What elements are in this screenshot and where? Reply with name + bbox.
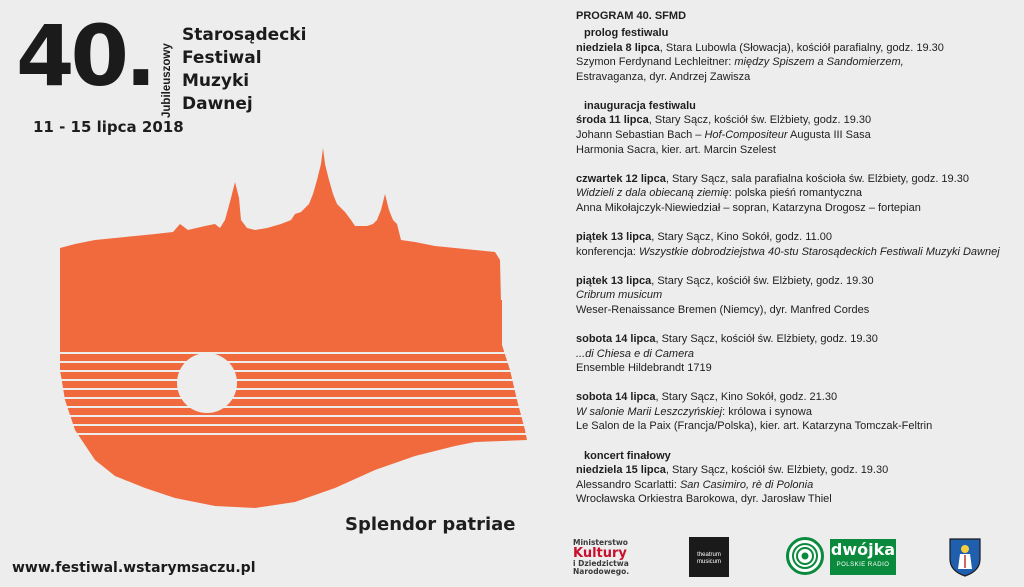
event-place: , Stary Sącz, Kino Sokół, godz. 11.00 <box>651 231 833 244</box>
event-work: San Casimiro, rè di Polonia <box>679 478 814 491</box>
theatrum-logo-line: theatrum <box>697 552 721 558</box>
dwojka-radio-logo <box>786 537 896 577</box>
event-date-line <box>576 274 1020 289</box>
event-place: , Stary Sącz, kościół św. Elżbiety, godz. 19.30 <box>655 333 878 345</box>
event-work: między Spiszem a Sandomierzem, <box>734 56 904 69</box>
silhouette-shape <box>60 148 527 508</box>
event-performers: Estravaganza, dyr. Andrzej Zawisza <box>576 70 751 83</box>
event-date: sobota 14 lipca <box>576 391 656 404</box>
program-event <box>576 449 1020 507</box>
event-label: prolog festiwalu <box>584 27 669 39</box>
event-date: sobota 14 lipca <box>576 333 656 345</box>
festival-number: 40. <box>16 7 153 105</box>
event-date: piątek 13 lipca <box>576 231 652 244</box>
sponsor-logos <box>570 537 1020 582</box>
program-event <box>576 390 1020 434</box>
event-repertoire <box>576 478 1020 493</box>
event-place: , Stary Sącz, sala parafialna kościoła św. Elżbiety, godz. 19.30 <box>665 172 969 185</box>
event-date-line <box>576 172 1020 187</box>
event-place: , Stary Sącz, kościół św. Elżbiety, godz. 19.30 <box>651 274 874 287</box>
event-repertoire <box>576 55 1020 70</box>
event-date-line <box>576 113 1020 128</box>
website-link[interactable]: www.festiwal.wstarymsaczu.pl <box>12 560 256 576</box>
event-label: inauguracja festiwalu <box>584 99 696 112</box>
event-work: Widzieli z dala obiecaną ziemię <box>576 187 729 200</box>
ministry-logo-line: Kultury <box>573 545 627 561</box>
event-place: , Stara Lubowla (Słowacja), kościół parafialny, godz. 19.30 <box>659 41 944 54</box>
event-date-line <box>576 332 1020 347</box>
program-event <box>576 230 1020 259</box>
event-performers: Weser-Renaissance Bremen (Niemcy), dyr. Manfred Cordes <box>576 303 870 316</box>
event-repertoire <box>576 186 1020 201</box>
event-repertoire <box>576 128 1020 143</box>
event-date: czwartek 12 lipca <box>576 172 666 185</box>
event-date: niedziela 15 lipca <box>576 464 666 477</box>
program-event <box>576 172 1020 216</box>
event-place: , Stary Sącz, Kino Sokół, godz. 21.30 <box>655 391 838 404</box>
event-work-suffix: : królowa i synowa <box>722 405 812 418</box>
event-composer: Johann Sebastian Bach – <box>576 129 705 142</box>
program-event <box>576 274 1020 318</box>
event-repertoire <box>576 405 1020 420</box>
theatrum-musicum-logo <box>689 537 729 577</box>
event-work-suffix: Augusta III Sasa <box>787 129 871 142</box>
festival-name-line: Festiwal <box>182 48 262 68</box>
event-performers: Harmonia Sacra, kier. art. Marcin Szelest <box>576 143 776 156</box>
program-event <box>576 26 1020 84</box>
event-date: niedziela 8 lipca <box>576 41 660 54</box>
event-work: Cribrum musicum <box>576 289 663 302</box>
jubilee-label: Jubileuszowy <box>161 43 173 118</box>
ministry-logo-line: i Dziedzictwa <box>573 558 629 568</box>
sun-circle <box>177 353 237 413</box>
festival-name-line: Starosądecki <box>182 25 307 45</box>
event-place: , Stary Sącz, kościół św. Elżbiety, godz. 19.30 <box>648 114 872 127</box>
ministry-logo <box>573 539 629 577</box>
ministry-logo-line: Ministerstwo <box>573 538 628 547</box>
event-date-line <box>576 230 1020 245</box>
program-list <box>576 6 1020 521</box>
event-label: koncert finałowy <box>584 449 671 462</box>
town-silhouette-illustration <box>55 140 535 520</box>
dwojka-badge <box>830 539 896 575</box>
event-performers: Le Salon de la Paix (Francja/Polska), kier. art. Katarzyna Tomczak-Feltrin <box>576 420 933 433</box>
festival-motto: Splendor patriae <box>345 514 516 535</box>
event-work: Hof-Compositeur <box>704 129 788 142</box>
event-date-line <box>576 41 1020 56</box>
radio-waves-icon <box>786 537 824 575</box>
theatrum-logo-line: musicum <box>696 559 721 565</box>
event-repertoire <box>576 245 1020 260</box>
program-event <box>576 332 1020 376</box>
festival-dates: 11 - 15 lipca 2018 <box>33 118 184 136</box>
event-type: konferencja: <box>576 245 639 258</box>
coat-of-arms-icon <box>948 537 982 577</box>
event-work: W salonie Marii Leszczyńskiej <box>576 405 723 418</box>
event-composer: Alessandro Scarlatti: <box>576 478 680 491</box>
program-event <box>576 99 1020 157</box>
festival-name-line: Muzyki <box>182 71 250 91</box>
event-performers: Ensemble Hildebrandt 1719 <box>576 362 712 375</box>
program-title: PROGRAM 40. SFMD <box>576 10 687 22</box>
event-date: piątek 13 lipca <box>576 274 652 287</box>
event-place: , Stary Sącz, kościół św. Elżbiety, godz. 19.30 <box>665 464 889 477</box>
event-composer: Szymon Ferdynand Lechleitner: <box>576 56 735 69</box>
event-date: środa 11 lipca <box>576 114 649 127</box>
event-work: ...di Chiesa e di Camera <box>576 347 694 360</box>
festival-name <box>182 24 306 116</box>
dwojka-subtitle: POLSKIE RADIO <box>836 562 890 568</box>
festival-name-line: Dawnej <box>182 94 253 114</box>
ministry-logo-line: Narodowego. <box>573 567 630 576</box>
event-work-suffix: : polska pieśń romantyczna <box>728 187 863 200</box>
event-date-line <box>576 390 1020 405</box>
event-performers: Wrocławska Orkiestra Barokowa, dyr. Jarosław Thiel <box>576 493 832 506</box>
event-work: Wszystkie dobrodziejstwa 40-stu Starosądeckich Festiwali Muzyki Dawnej <box>638 245 1000 258</box>
event-performers: Anna Mikołajczyk-Niewiedział – sopran, Katarzyna Drogosz – fortepian <box>576 201 921 214</box>
event-date-line <box>576 463 1020 478</box>
dwojka-word: dwójka <box>830 540 896 559</box>
